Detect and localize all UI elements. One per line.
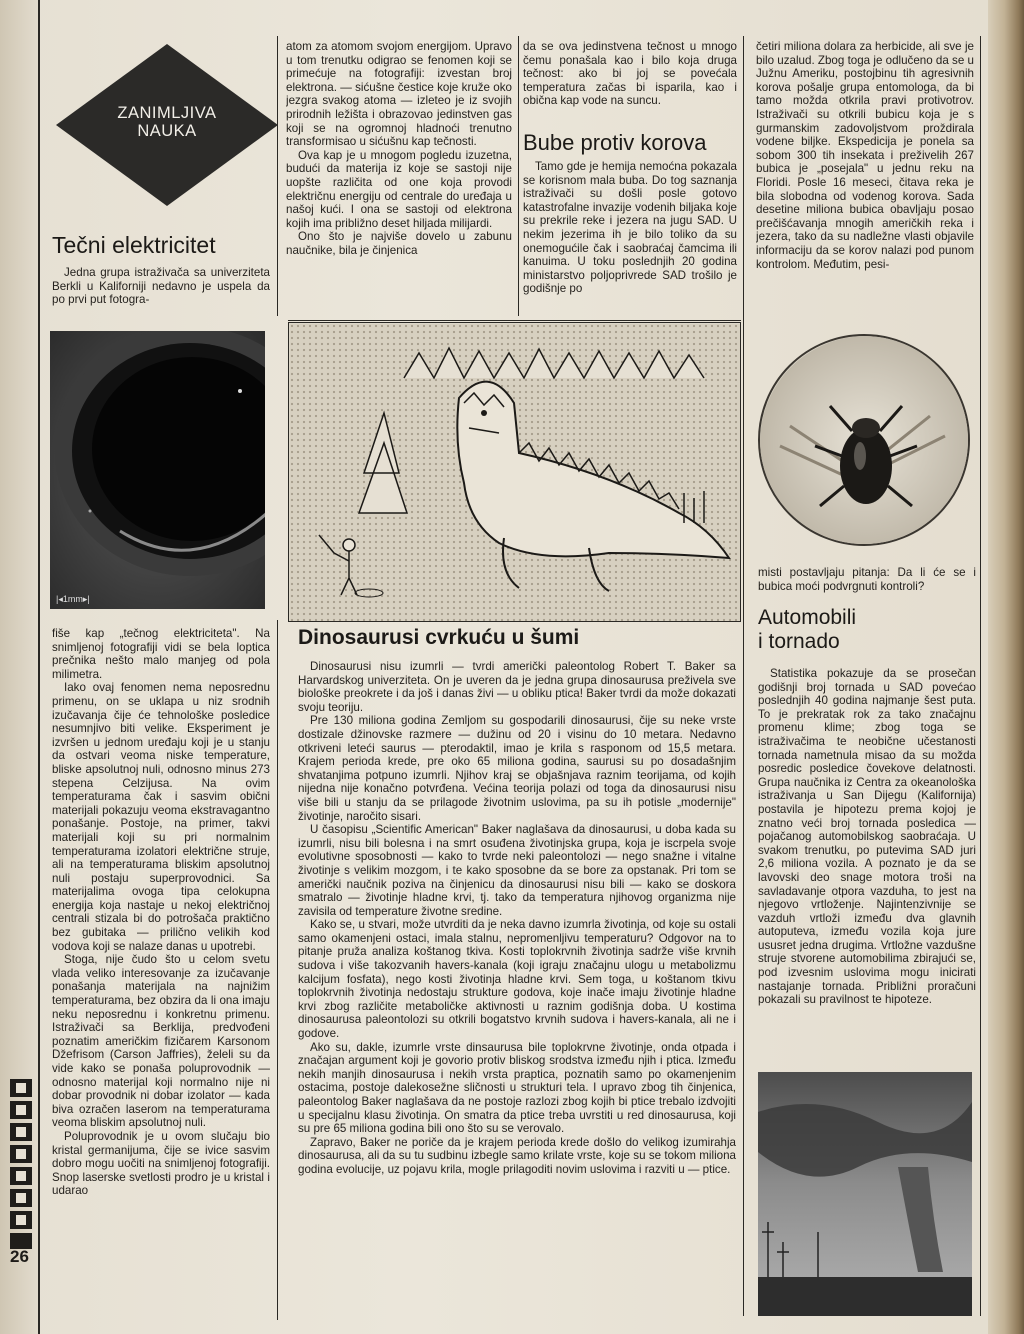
beetle-image bbox=[760, 336, 970, 546]
bube-column-3 bbox=[523, 160, 737, 310]
section-badge-line1: ZANIMLJIVA bbox=[117, 104, 217, 122]
dino-article-body bbox=[298, 660, 736, 1260]
dino-paragraph: Pre 130 miliona godina Zemljom su gospodarili dinosaurusi, čije su neke vrste dostizale džinovske razmere — dužinu od 20 i visinu do 10 metara. Nedavno otkriveni leteći saurus — pterodaktil, imao je krila s rasponom od 15,5 metara. Krajem perioda krede, pre oko 65 miliona godina, saurusi su po dosadašnjim shvatanjima potpuno izumrli. Njihov kraj se objašnjava raznim teorijama, od kojih nijedna nije konačno potvrđena. Većina teorija polazi od toga da dinosaurusi nisu više bili u stanju da se prilagode životnim uslovima, pa su ih potisle „modernije" životinje, naročito sisari. bbox=[298, 714, 736, 823]
tecni-column-2 bbox=[286, 40, 512, 310]
dinosaur-cartoon bbox=[288, 322, 741, 622]
liquid-drop-photo bbox=[50, 331, 265, 609]
right-binding-edge bbox=[988, 0, 1024, 1334]
beetle-photo bbox=[758, 334, 970, 546]
auto-title bbox=[758, 606, 976, 654]
column-rule-4 bbox=[277, 620, 278, 1320]
auto-column bbox=[758, 667, 976, 1067]
tecni-paragraph: Ono što je najviše dovelo u zabunu naučnike, bila je činjenica bbox=[286, 230, 512, 257]
tecni-column-1 bbox=[52, 627, 270, 1259]
tecni-intro bbox=[52, 266, 270, 308]
tecni-paragraph: atom za atomom svojom energijom. Upravo u tom trenutku odigrao se fenomen koji se primećuje na fotografiji: izvestan broj elektrona. — sićušne čestice koje kruže oko jezgra svakog atoma — izleteo je iz svojih prirodnih ležišta i obrazovao jedinstven gas koji se na ogromnoj hladnoći trenutno transformisao u sićušnu kap tečnosti. bbox=[286, 40, 512, 149]
section-badge-label bbox=[52, 104, 282, 140]
dino-paragraph: Ako su, dakle, izumrle vrste dinsaurusa bile toplokrvne životinje, onda otpada i značajan argument koji je govorio protiv bliskog srodstva između njih i ptica. Između nekih manjih dinosaurusa i nekih vrsta praptica, poznatih samo po okamenjenim ostacima, postoje dalekosežne sličnosti u strukturi tela. I upravo zbog tih činjenica, paleontolog Baker naglašava da ne postoje razlozi zbog kojih bi ptice trebalo izdvojiti u specijalnu klasu životinja. On smatra da ptice treba uvrstiti u red dinosaurusa, koji su pre 65 miliona godina bili ono što su se verovalo. bbox=[298, 1040, 736, 1136]
tecni-paragraph: fiše kap „tečnog elektriciteta". Na snimljenoj fotografiji vidi se bela loptica prečnika nešto malo manjeg od pola milimetra. bbox=[52, 627, 270, 681]
dino-box-top-rule bbox=[288, 320, 741, 321]
dinosaur-illustration bbox=[289, 323, 741, 622]
column-rule-2 bbox=[518, 36, 519, 316]
bube-paragraph: četiri miliona dolara za herbicide, ali sve je bilo uzalud. Zbog toga je odlučeno da se u Južnu Ameriku, postojbinu tih agresivnih korova pošalje grupa entomologa, da bi tamo možda otkrila pravi protivotrov. Istraživači su otkrili bubicu koja je s gurmanskim zadovoljstvom proždirala vodene biljke. Ekspedicija je ponela sa sobom 300 tih insekata i preživelih 267 bubica je „posejala" u jednu reku na Floridi. Posle 16 meseci, čitava reka je bila slobodna od vodenog korova. Sada desetine miliona bubica obavljaju posao prečišćavanja mnogih američkih reka i jezera, tako da su nadležne vlasti objavile informaciju da se korov nalazi pod punom kontrolom. Međutim, pesi- bbox=[756, 40, 974, 271]
tecni-paragraph: Stoga, nije čudo što u celom svetu vlada veliko interesovanje za izučavanje ponašanja materijala na najnižim temperaturama, bez obzira da li ona imaju neku neposrednu i konkretnu primenu. Istraživači sa Berklija, predvođeni poznatim američkim fizičarem Karsonom Džefrisom (Carson Jaffries), želeli su da vide kako se ponaša poluprovodnik — odnosno materijal koji normalno nije ni dobar provodnik ni dobar izolator — kada biva ozračen laserom na temperaturama veoma bliskim apsolutnoj nuli. bbox=[52, 953, 270, 1130]
right-margin-rule bbox=[980, 36, 981, 1316]
bube-title: Bube protiv korova bbox=[523, 130, 707, 155]
tecni-paragraph: Poluprovodnik je u ovom slučaju bio kristal germanijuma, čije se ivice sasvim dobro mogu uočiti na snimljenoj fotografiji. Snop laserske svetlosti prodro je u kristal i udarao bbox=[52, 1129, 270, 1198]
magazine-logo bbox=[4, 1075, 38, 1255]
dino-title: Dinosaurusi cvrkuću u šumi bbox=[298, 626, 580, 649]
auto-paragraph: Statistika pokazuje da se prosečan godišnji broj tornada u SAD povećao poslednjih 40 godina najmanje šest puta. To je prekratak rok za tako značajnu promenu klime; zbog toga se istraživačima te neobične učestanosti tornada nametnula misao da su možda posredic posledice čovekove delatnosti. Grupa naučnika iz Centra za okeanološka istraživanja u San Dijegu (Kalifornija) postavila je hipotezu prema kojoj je znatno veći broj tornada posledica — pojačanog automobilskog saobraćaja. U svakom trenutku, po putevima SAD juri 2,6 miliona vozila. A poznato je da se lavovski deo snage motora troši na savladavanje otpora vazduha, to jest na njegovo vrtloženje. Najintenzivnije se vazduh vrtloži između dva glavnih autoputeva, između vozila koja jure ususret jedna drugima. Vrtložne vazdušne struje stvorene automobilima zbirajući se, pod izvesnim uslovima mogu inicirati nastajanje tornada. Približni proračuni pokazali su pravilnost te hipoteze. bbox=[758, 667, 976, 1007]
page-number: 26 bbox=[10, 1247, 29, 1266]
column-rule-3 bbox=[743, 36, 744, 1316]
bube-conclusion bbox=[758, 566, 976, 596]
tecni-title: Tečni elektricitet bbox=[52, 232, 216, 258]
bube-column-4 bbox=[756, 40, 974, 310]
dino-paragraph: U časopisu „Scientific American" Baker naglašava da dinosaurusi, u doba kada su izumrli, nisu bili bolesna i na smrt osuđena životinjska grupa, koja je iscrpela svoje evolutivne sposobnosti — kako to tvrde neki paleontolozi — nego snažne i vitalne životinje s velikim mozgom, i te kako sposobne da se bore za opstanak. Pri tom se američki naučnik poziva na činjenicu da dinosaurusi nisu bili — kako se doskora smatralo — životinje hladne krvi, tj. tako da temperatura njihovog organizma nije zavisila od temperature životne sredine. bbox=[298, 823, 736, 918]
magazine-logo-graphic bbox=[4, 1075, 38, 1255]
bube-paragraph: Tamo gde je hemija nemoćna pokazala se korisnom mala buba. Do tog saznanja istraživači su došli posle gotovo katastrofalne invazije vodenih biljaka koje su prekrile reke i jezera na jugu SAD. U nekim jezerima ih je bilo toliko da su onemogućile čak i saobraćaj čamcima ili kanuima. U toku poslednjih 20 godina ministarstvo poljoprivrede SAD trošilo je godišnje po bbox=[523, 160, 737, 296]
tecni-intro-text: Jedna grupa istraživača sa univerziteta Berkli u Kaliforniji nedavno je uspela da po prvi put fotogra- bbox=[52, 266, 270, 307]
tornado-image bbox=[758, 1072, 972, 1316]
auto-title-line1: Automobili bbox=[758, 606, 857, 629]
tecni-paragraph: da se ova jedinstvena tečnost u mnogo čemu ponašala kao i bilo koja druga tečnost: ako bi joj se povećala temperatura začas bi isparila, kao i obična kap vode na suncu. bbox=[523, 40, 737, 108]
tornado-photo bbox=[758, 1072, 972, 1316]
dino-paragraph: Kako se, u stvari, može utvrditi da je neka davno izumrla životinja, od koje su ostali samo okamenjeni ostaci, imala stalnu, nepromenljivu temperaturu? Odgovor na to pitanje pruža analiza koštanog tkiva. Kosti toplokrvnih životinja sadrže više krvnih sudova i više takozvanih havers-kanala (koji igraju značajnu ulogu u metabolizmu kalcijum fosfata), nego kosti životinja hladne krvi. Sem toga, u koštanom tkivu toplokrvnih životinja nedostaju strukture godova, koje inače imaju životinje hladne krvi zbog različite metaboličke aktivnosti u raznim godišnja doba. U kostima dinosaurusa paleontolozi su otkrili bogatstvo krvnih sudova i havers-kanala, ali ne i godove. bbox=[298, 918, 736, 1041]
scale-bar-label: |◂1mm▸| bbox=[56, 594, 90, 604]
dino-paragraph: Dinosaurusi nisu izumrli — tvrdi američki paleontolog Robert T. Baker sa Harvardskog univerziteta. On je uveren da je jedna grupa dinosaurusa preživela sve biološke preokrete i da još i danas živi — u obliku ptica! Baker tvrdi da može dokazati svoju teoriju. bbox=[298, 660, 736, 714]
tecni-paragraph: Ova kap je u mnogom pogledu izuzetna, budući da materija iz koje se sastoji nije uopšte različita od one koja provodi električnu energiju od centrale do uređaja u našoj kući. I ona se sastoji od elektrona kojih ima približno deset hiljada milijardi. bbox=[286, 148, 512, 230]
dino-paragraph: Zapravo, Baker ne poriče da je krajem perioda krede došlo do velikog izumirahja dinosaurusa, ali da su tu sudbinu izbegle samo krilate vrste, koje su se tokom miliona godina evolucije, uz pojavu krila, mogle prilagoditi novim uslovima i razviti u — ptice. bbox=[298, 1135, 736, 1176]
tecni-paragraph: Iako ovaj fenomen nema neposrednu primenu, on se uklapa u niz srodnih izučavanja čije će tehnološke posledice nesumnjivo biti velike. Eksperiment je izvršen u jednom uređaju koji je u stanju da ostvari veoma niske temperature, bliske apsolutnoj nuli, odnosno minus 273 stepena Celzijusa. Na ovim temperaturama čak i sasvim obični materijali pokazuju veoma ekstravagantno ponašanje. Postoje, na primer, takvi materijali koji su pri normalnim temperaturama izolatori električne struje, ali na temperaturama bliskim apsolutnoj nuli postaju superprovodnici. Sa materijalima ovoga tipa celokupna energija koja nastaje u nekoj električnoj centrali stizala bi do potrošača praktično bez gubitaka — prilično velikih kod vodova koji se nalaze danas u upotrebi. bbox=[52, 681, 270, 953]
auto-title-line2: i tornado bbox=[758, 630, 840, 653]
section-badge-line2: NAUKA bbox=[137, 122, 197, 140]
liquid-drop-image bbox=[50, 331, 265, 609]
section-badge bbox=[52, 42, 282, 208]
tecni-column-3-end bbox=[523, 40, 737, 122]
bube-paragraph: misti postavljaju pitanja: Da li će se i bubica moći podvrgnuti kontroli? bbox=[758, 566, 976, 593]
left-margin-rule bbox=[38, 0, 40, 1334]
